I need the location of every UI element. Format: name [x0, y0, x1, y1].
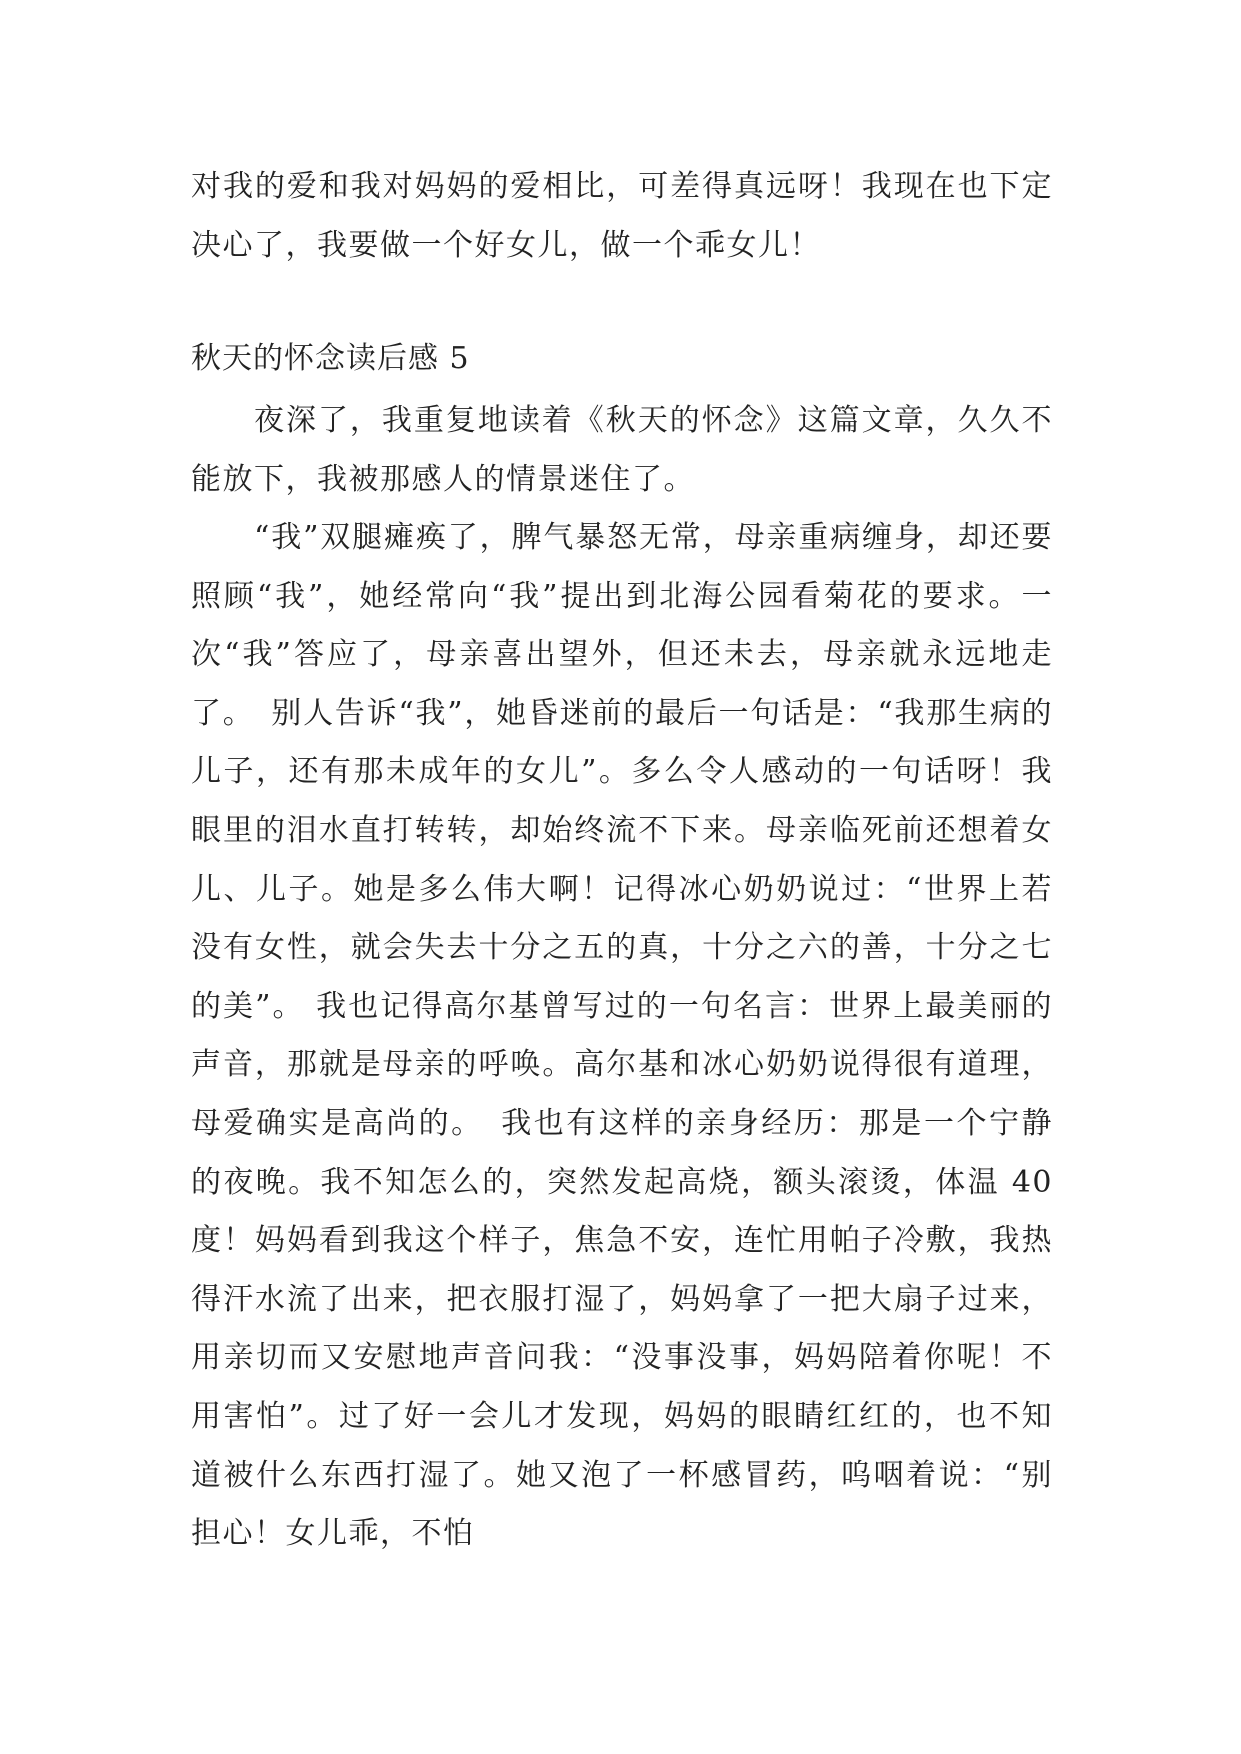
section-title: 秋天的怀念读后感 5 — [191, 341, 470, 376]
body-paragraph-1: 夜深了，我重复地读着《秋天的怀念》这篇文章，久久不能放下，我被那感人的情景迷住了。 — [191, 403, 1053, 497]
continuation-paragraph: 对我的爱和我对妈妈的爱相比，可差得真远呀！我现在也下定决心了，我要做一个好女儿，做一个乖女儿！ — [191, 169, 1053, 263]
body-paragraph-2: “我”双腿瘫痪了，脾气暴怒无常，母亲重病缠身，却还要照顾“我”，她经常向“我”提出到北海公园看菊花的要求。一次“我”答应了，母亲喜出望外，但还未去，母亲就永远地走了。 别人告诉“我”，她昏迷前的最后一句话是：“我那生病的儿子，还有那未成年的女儿”。多么令人感动的一句话呀！我眼里的泪水直打转转，却始终流不下来。母亲临死前还想着女儿、儿子。她是多么伟大啊！记得冰心奶奶说过：“世界上若没有女性，就会失去十分之五的真，十分之六的善，十分之七的美”。 我也记得高尔基曾写过的一句名言：世界上最美丽的声音，那就是母亲的呼唤。高尔基和冰心奶奶说得很有道理，母爱确实是高尚的。 我也有这样的亲身经历：那是一个宁静的夜晚。我不知怎么的，突然发起高烧，额头滚烫，体温 40 度！妈妈看到我这个样子，焦急不安，连忙用帕子冷敷，我热得汗水流了出来，把衣服打湿了，妈妈拿了一把大扇子过来，用亲切而又安慰地声音问我：“没事没事，妈妈陪着你呢！不用害怕”。过了好一会儿才发现，妈妈的眼睛红红的，也不知道被什么东西打湿了。她又泡了一杯感冒药，呜咽着说：“别担心！女儿乖，不怕 — [191, 520, 1053, 1552]
